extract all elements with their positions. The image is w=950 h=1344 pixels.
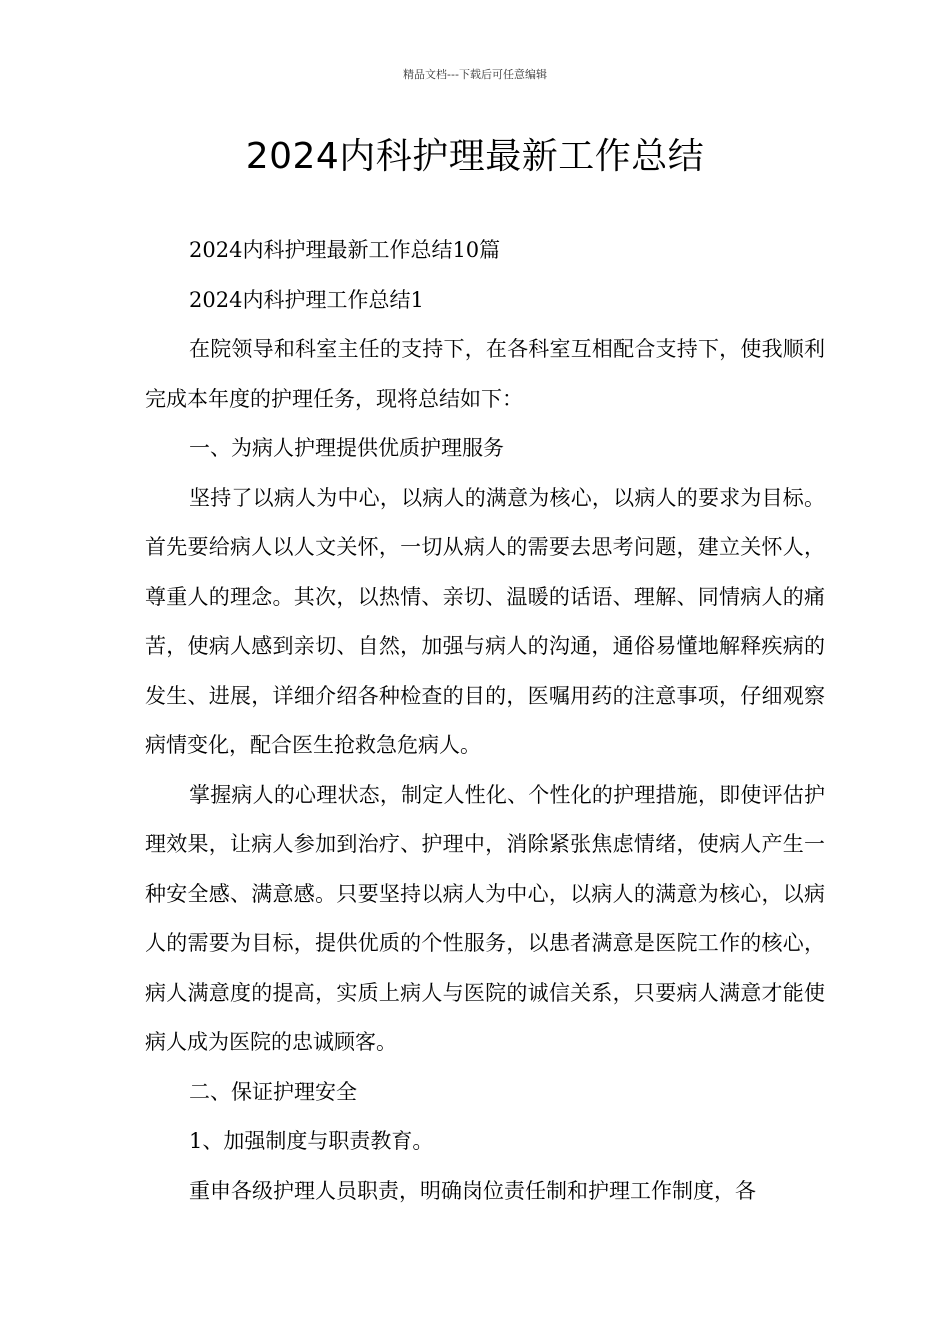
section-heading: 一、为病人护理提供优质护理服务	[189, 436, 504, 460]
document-title: 2024内科护理最新工作总结	[245, 136, 705, 177]
body-paragraph: 坚持了以病人为中心，以病人的满意为核心，以病人的要求为目标。首先要给病人以人文关怀，一切从病人的需要去思考问题，建立关怀人，尊重人的理念。其次，以热情、亲切、温暖的话语、理解、同情病人的痛苦，使病人感到亲切、自然，加强与病人的沟通，通俗易懂地解释疾病的发生、进展，详细介绍各种检查的目的，医嘱用药的注意事项，仔细观察病情变化，配合医生抢救急危病人。	[145, 485, 825, 757]
body-paragraph: 在院领导和科室主任的支持下，在各科室互相配合支持下，使我顺利完成本年度的护理任务，现将总结如下：	[145, 337, 825, 411]
header-note: 精品文档---下载后可任意编辑	[403, 68, 547, 81]
document-body	[145, 226, 825, 1216]
subsection-heading: 1、加强制度与职责教育。	[189, 1129, 434, 1153]
section-heading: 二、保证护理安全	[189, 1079, 357, 1104]
body-paragraph: 重申各级护理人员职责，明确岗位责任制和护理工作制度，各	[189, 1178, 756, 1203]
subtitle-paragraph: 2024内科护理最新工作总结10篇	[189, 238, 501, 262]
section-heading: 2024内科护理工作总结1	[189, 287, 424, 312]
body-paragraph: 掌握病人的心理状态，制定人性化、个性化的护理措施，即使评估护理效果，让病人参加到治疗、护理中，消除紧张焦虑情绪，使病人产生一种安全感、满意感。只要坚持以病人为中心，以病人的满意为核心，以病人的需要为目标，提供优质的个性服务，以患者满意是医院工作的核心，病人满意度的提高，实质上病人与医院的诚信关系，只要病人满意才能使病人成为医院的忠诚顾客。	[145, 782, 825, 1054]
